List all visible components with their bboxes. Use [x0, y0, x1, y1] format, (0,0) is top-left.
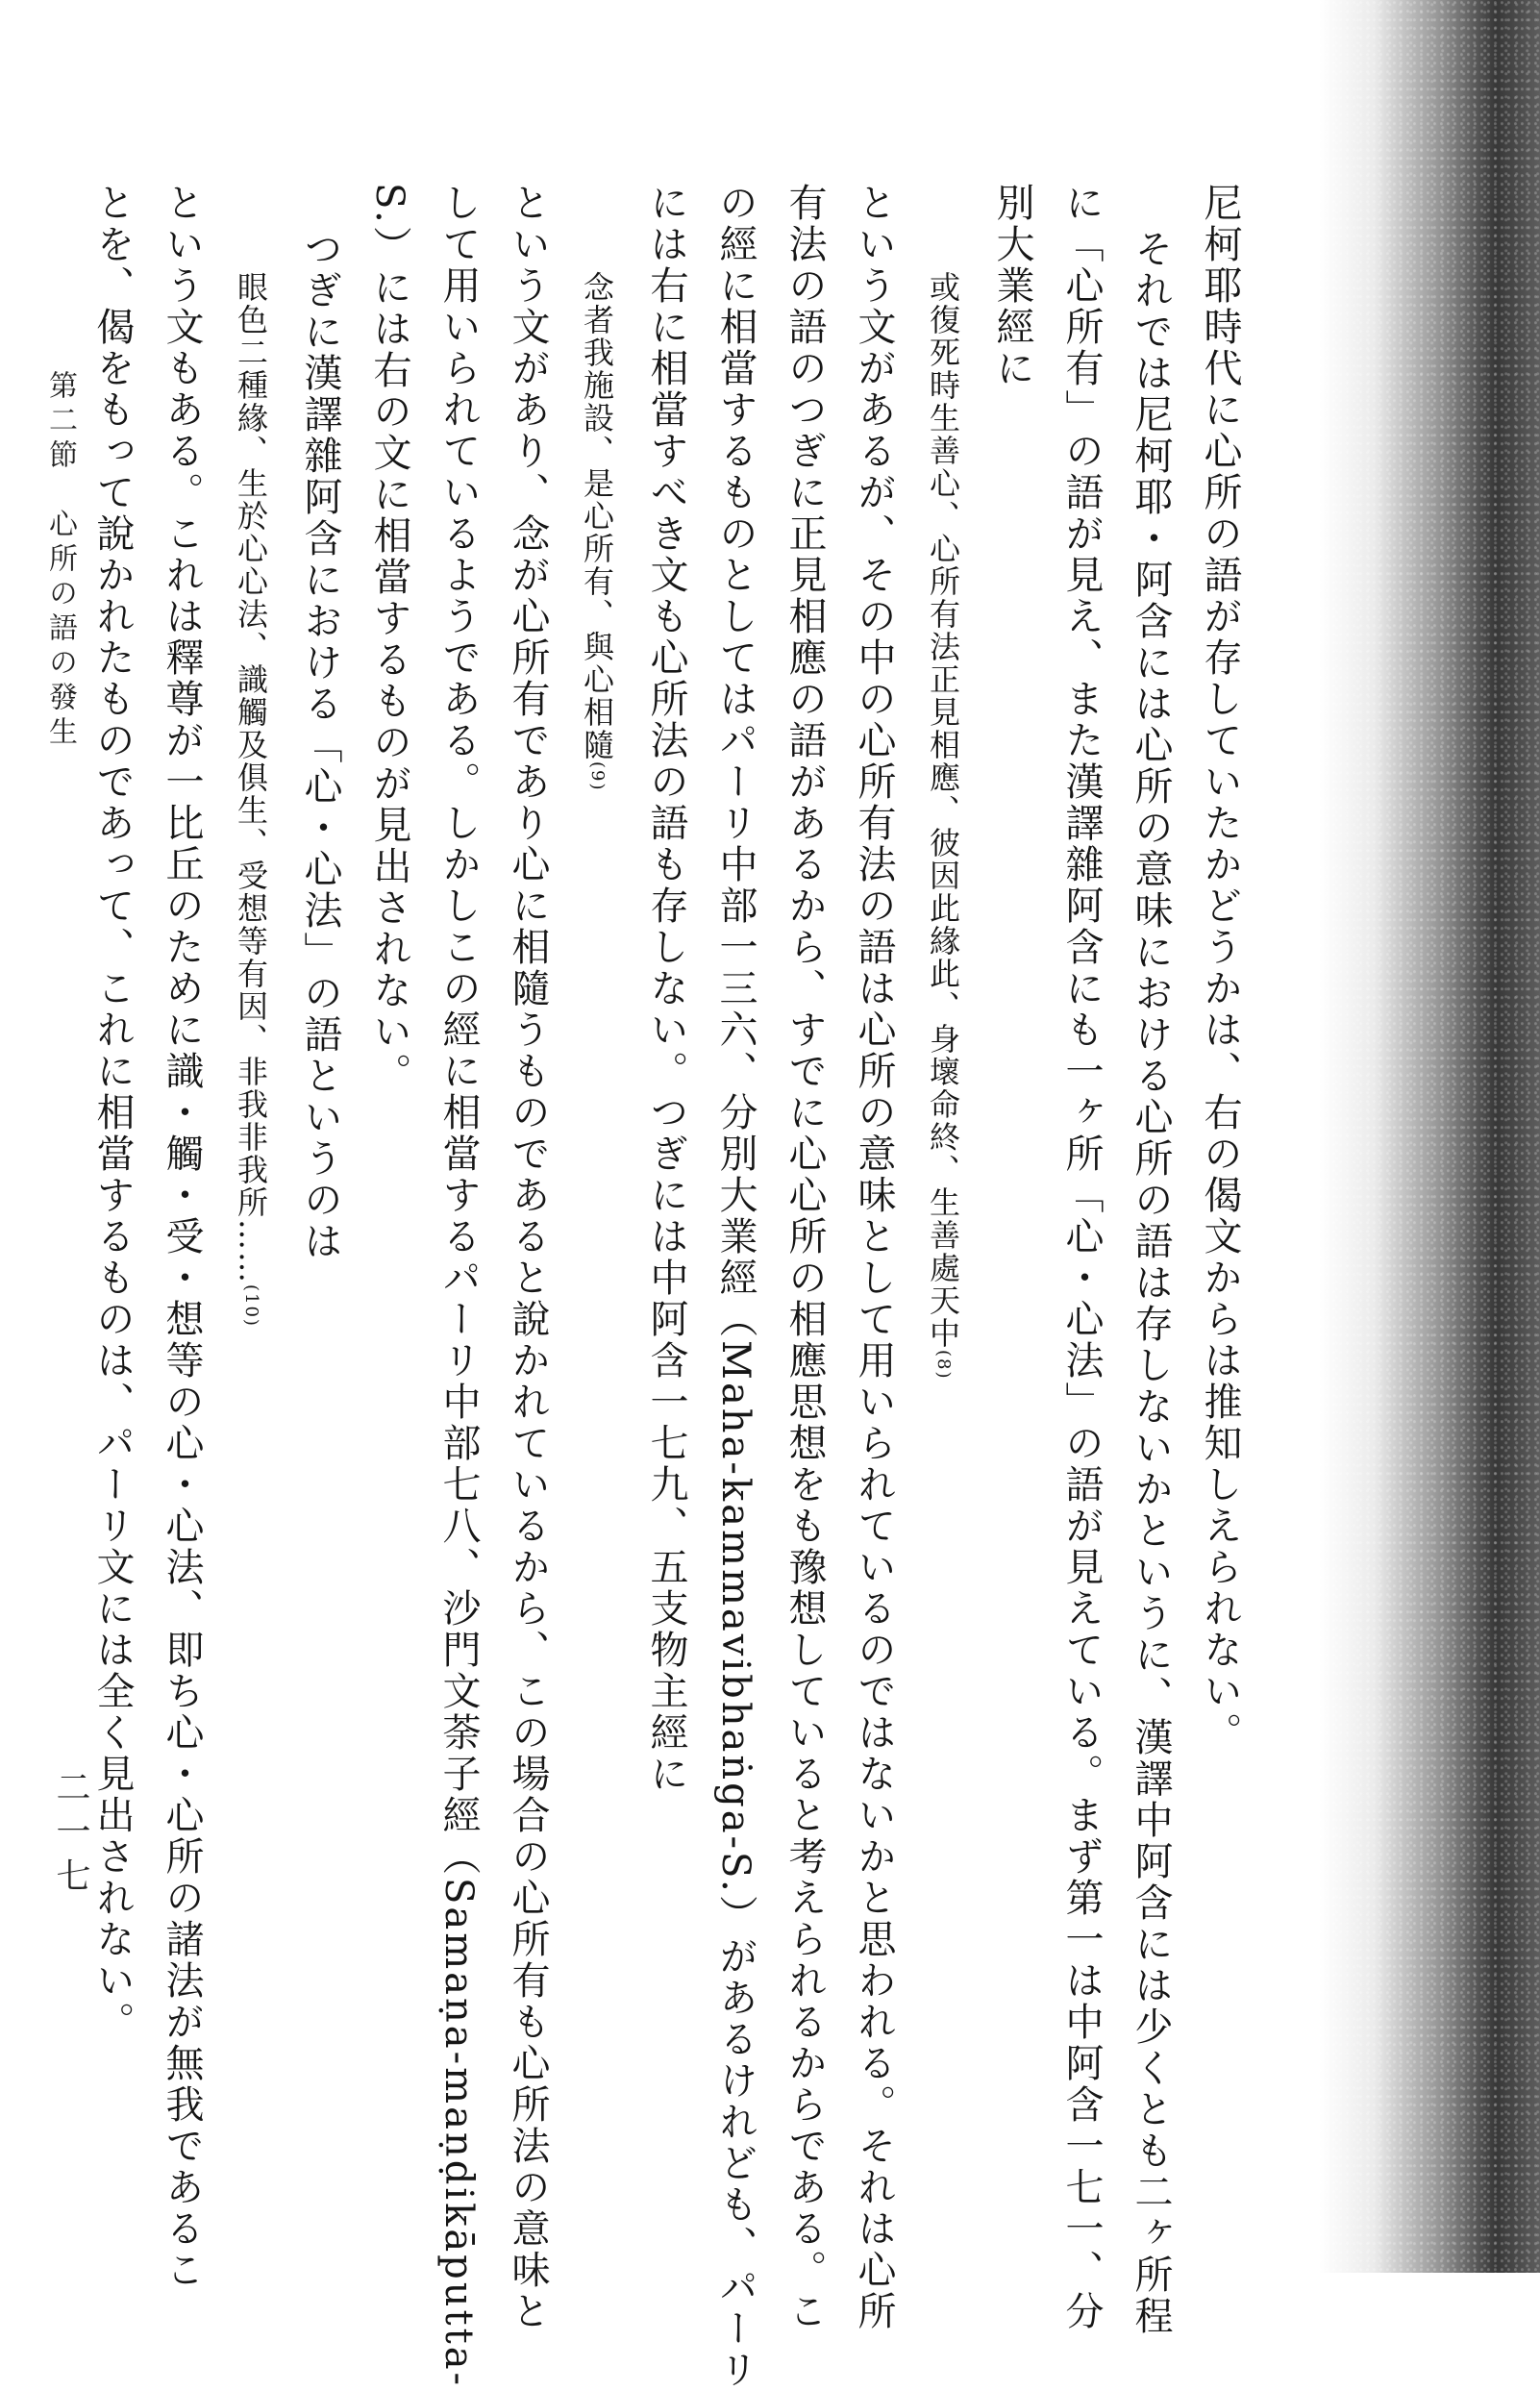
text-line-13: という文もある。これは釋尊が一比丘のために識・觸・受・想等の心・心法、即ち心・心所の諸法が無我であるこ [160, 183, 204, 2291]
quote-text-2: 念者我施設、是心所有、與心相隨 [579, 271, 615, 761]
text-line-9: という文があり、念が心所有であり心に相隨うものであると說かれているから、この場合の心所有も心所法の意味と [506, 183, 550, 2332]
text-line-2: それでは尼柯耶・阿含には心所の意味における心所の語は存しないかというに、漢譯中阿含には少くとも二ヶ所程 [1129, 229, 1173, 2337]
footnote-marker-8: (8) [933, 1350, 954, 1381]
footnote-marker-10: (10) [241, 1284, 261, 1328]
quote-line-2 [562, 183, 632, 1836]
vertical-text-body [90, 183, 1254, 2391]
text-line-10: して用いられているようである。しかしこの經に相當するパーリ中部七八、沙門文荼子經（Samaṇa-maṇḍikāputta- [436, 183, 481, 2389]
quote-line-3 [216, 183, 286, 1836]
text-line-3: に「心所有」の語が見え、また漢譯雜阿含にも一ヶ所「心・心法」の語が見えている。まず第一は中阿含一七一、分 [1059, 183, 1104, 2332]
text-line-12: つぎに漢譯雜阿含における「心・心法」の語というのは [298, 229, 342, 1262]
text-line-4: 別大業經に [990, 183, 1034, 389]
footnote-marker-9: (9) [587, 761, 608, 792]
text-line-11: S.）には右の文に相當するものが見出されない。 [367, 183, 411, 1094]
text-line-14: とを、偈をもって說かれたものであって、これに相當するものは、パーリ文には全く見出されない。 [90, 183, 135, 2043]
text-line-8: には右に相當すべき文も心所法の語も存しない。つぎには中阿含一七九、五支物主經に [644, 183, 688, 1795]
scan-edge-noise [1319, 0, 1540, 2273]
text-line-5: という文があるが、その中の心所有法の語は心所の意味として用いられているのではないかと思われる。それは心所 [852, 183, 896, 2332]
quote-text-3: 眼色二種緣、生於心心法、識觸及俱生、受想等有因、非我非我所…… [233, 271, 269, 1284]
text-line-1: 尼柯耶時代に心所の語が存していたかどうかは、右の偈文からは推知しえられない。 [1198, 183, 1242, 1754]
running-head: 第二節 心所の語の發生 [43, 370, 77, 751]
page-number: 二一七 [51, 1769, 90, 1902]
quote-line-1 [908, 183, 978, 1836]
quote-text-1: 或復死時生善心、心所有法正見相應、彼因此緣此、身壞命終、生善處天中 [925, 271, 961, 1350]
text-line-7: の經に相當するものとしてはパーリ中部一三六、分別大業經（Maha-kammavibhaṅga-S.）があるけれども、パーリ [713, 183, 758, 2391]
text-line-6: 有法の語のつぎに正見相應の語があるから、すでに心心所の相應思想をも豫想していると考えられるからである。こ [782, 183, 827, 2332]
